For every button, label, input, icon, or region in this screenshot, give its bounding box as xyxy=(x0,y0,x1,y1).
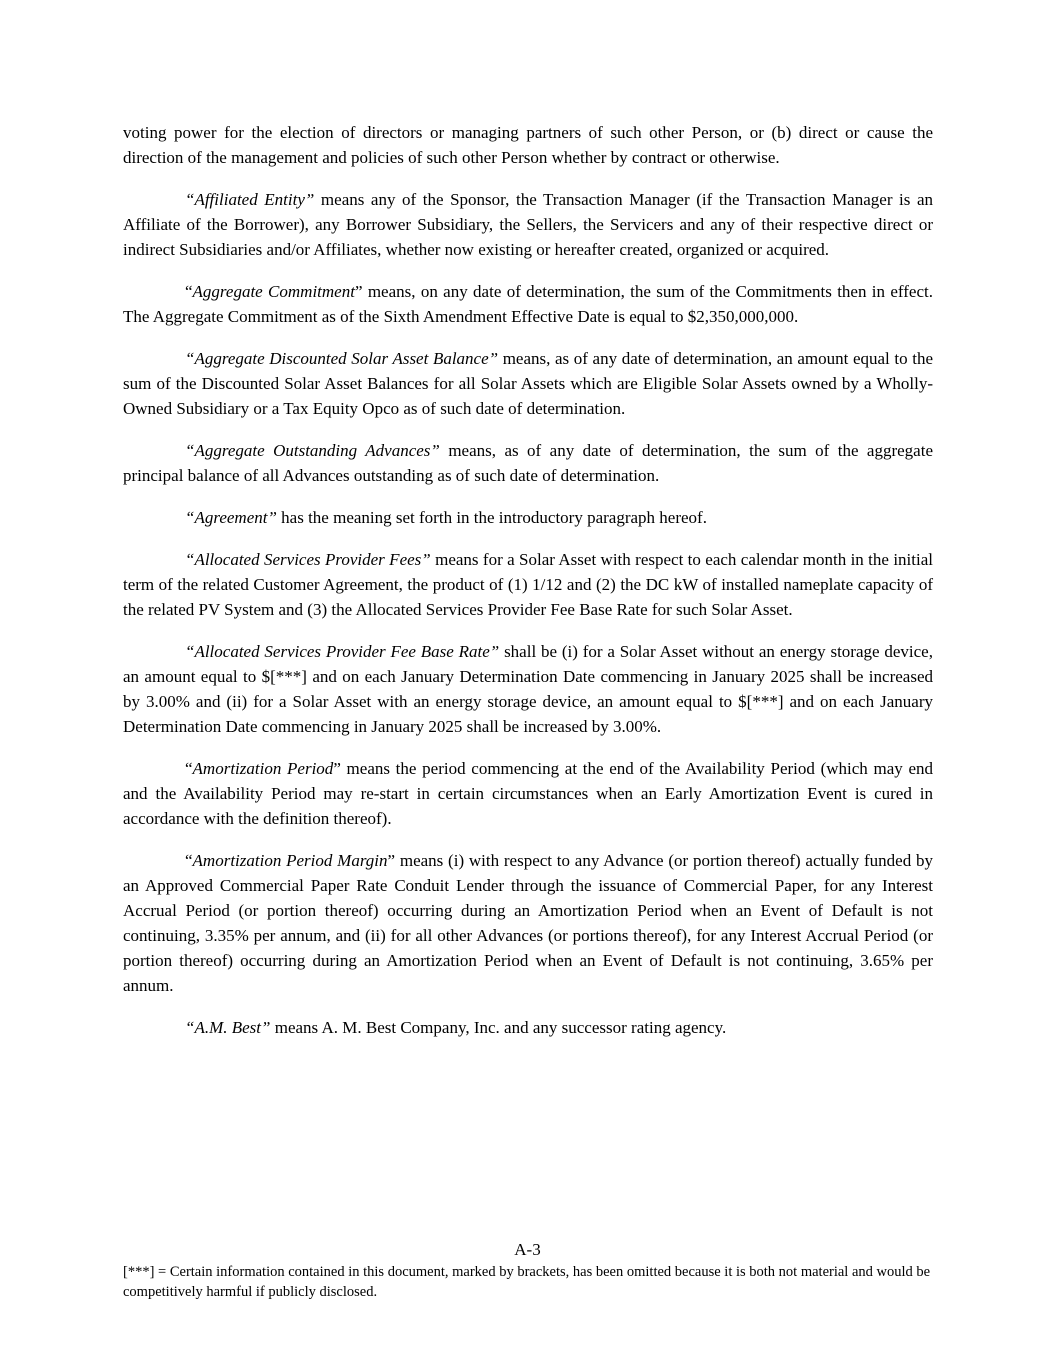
paragraph-text: means, as of any date of determination, an amount equal to the sum of the Discounted Solar Asset Balances for all Solar Assets which are Eligible Solar Assets owned by a Wholly-Owned Subsidiary or a Tax Equity Opco as of such date of determination. xyxy=(123,349,933,418)
paragraph-text: means any of the Sponsor, the Transaction Manager (if the Transaction Manager is an Affiliate of the Borrower), any Borrower Subsidiary, the Sellers, the Servicers and any of their respective direct or indirect Subsidiaries and/or Affiliates, whether now existing or hereafter created, organized or acquired. xyxy=(123,190,933,259)
defined-term: “Allocated Services Provider Fee Base Rate” xyxy=(185,642,500,661)
paragraph xyxy=(123,1015,933,1040)
paragraph xyxy=(123,848,933,998)
paragraph-text: has the meaning set forth in the introductory paragraph hereof. xyxy=(276,508,707,527)
paragraph xyxy=(123,279,933,329)
defined-term: Amortization Period Margin xyxy=(192,851,388,870)
paragraph xyxy=(123,346,933,421)
document-body xyxy=(123,120,933,1057)
paragraph-text: “ xyxy=(185,759,193,778)
paragraph-text: means, as of any date of determination, the sum of the aggregate principal balance of all Advances outstanding as of such date of determination. xyxy=(123,441,933,485)
defined-term: Aggregate Commitment xyxy=(192,282,355,301)
paragraph xyxy=(123,639,933,739)
defined-term: Amortization Period xyxy=(192,759,334,778)
defined-term: “Allocated Services Provider Fees” xyxy=(185,550,431,569)
paragraph xyxy=(123,547,933,622)
paragraph-text: ” means, on any date of determination, the sum of the Commitments then in effect. The Aggregate Commitment as of the Sixth Amendment Effective Date is equal to $2,350,000,000. xyxy=(123,282,933,326)
paragraph-text: ” means the period commencing at the end of the Availability Period (which may end and the Availability Period may re-start in certain circumstances when an Early Amortization Event is cured in accordance with the definition thereof). xyxy=(123,759,934,828)
paragraph-text: shall be (i) for a Solar Asset without an energy storage device, an amount equal to $[***] and on each January Determination Date commencing in January 2025 shall be increased by 3.00% and (ii) for a Solar Asset with an energy storage device, an amount equal to $[***] and on each January Determination Date commencing in January 2025 shall be increased by 3.00%. xyxy=(123,642,933,736)
paragraph-text: means for a Solar Asset with respect to each calendar month in the initial term of the related Customer Agreement, the product of (1) 1/12 and (2) the DC kW of installed nameplate capacity of the related PV System and (3) the Allocated Services Provider Fee Base Rate for such Solar Asset. xyxy=(123,550,933,619)
defined-term: “A.M. Best” xyxy=(185,1018,271,1037)
paragraph-text: voting power for the election of directors or managing partners of such other Person, or (b) direct or cause the direction of the management and policies of such other Person whether by contract or otherwise. xyxy=(123,123,933,167)
paragraph-text: “ xyxy=(185,282,193,301)
paragraph-text: means A. M. Best Company, Inc. and any successor rating agency. xyxy=(270,1018,727,1037)
paragraph xyxy=(123,187,933,262)
defined-term: “Agreement” xyxy=(185,508,277,527)
paragraph xyxy=(123,505,933,530)
paragraph-text: “ xyxy=(185,851,193,870)
confidentiality-footnote: [***] = Certain information contained in this document, marked by brackets, has been omitted because it is both not material and would be competitively harmful if publicly disclosed. xyxy=(123,1264,931,1300)
page-number: A-3 xyxy=(514,1240,541,1259)
defined-term: “Aggregate Outstanding Advances” xyxy=(185,441,440,460)
paragraph xyxy=(123,756,933,831)
paragraph xyxy=(123,120,933,170)
defined-term: “Aggregate Discounted Solar Asset Balance” xyxy=(185,349,499,368)
defined-term: “Affiliated Entity” xyxy=(185,190,315,209)
paragraph xyxy=(123,438,933,488)
paragraph-text: ” means (i) with respect to any Advance (or portion thereof) actually funded by an Approved Commercial Paper Rate Conduit Lender through the issuance of Commercial Paper, for any Interest Accrual Period (or portion thereof) occurring during an Amortization Period when an Event of Default is not continuing, 3.35% per annum, and (ii) for all other Advances (or portions thereof), for any Interest Accrual Period (or portion thereof) occurring during an Amortization Period when an Event of Default is not continuing, 3.65% per annum. xyxy=(123,851,933,995)
